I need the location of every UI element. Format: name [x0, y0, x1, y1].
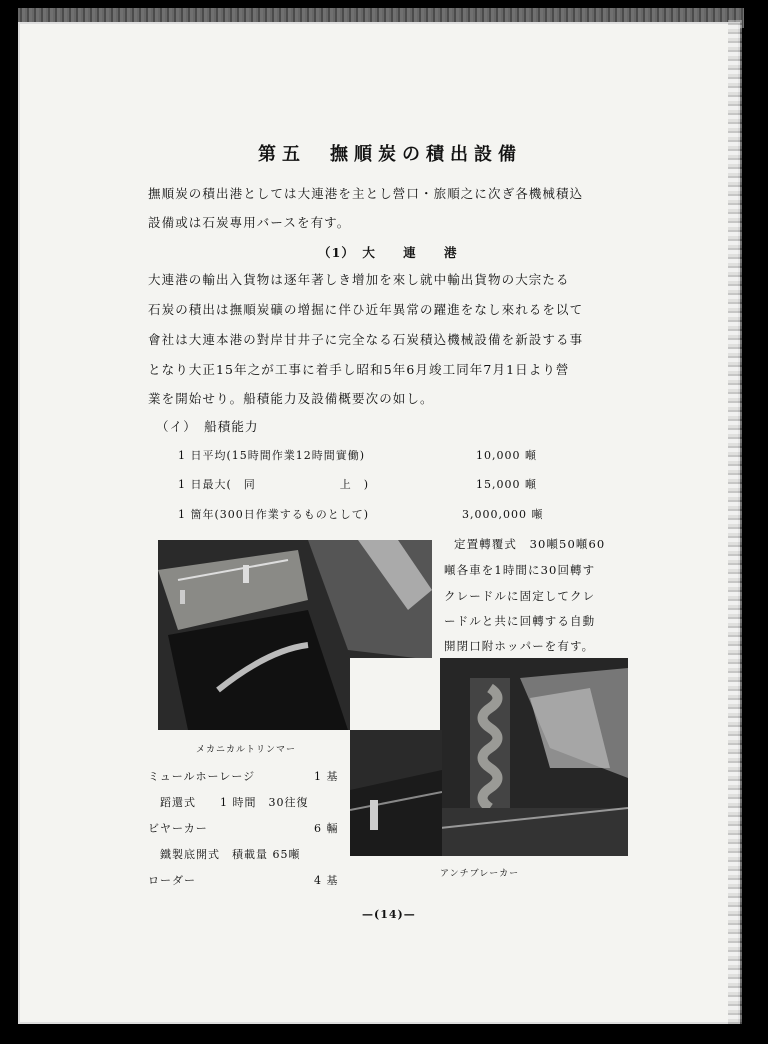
capacity-label-1: 1 日平均(15時間作業12時間實働) — [178, 449, 366, 462]
capacity-value-2: 15,000 噸 — [476, 478, 537, 491]
document-page — [18, 22, 740, 1024]
capacity-label-2: 1 日最大( 同 上 ) — [178, 478, 370, 491]
equipment-label-4: 鐵製底開式 積載量 65噸 — [148, 848, 301, 861]
equipment-label-3: ビヤーカー — [148, 822, 208, 835]
section-heading: （1） 大 連 港 — [318, 245, 458, 260]
side-text-line-5: 開閉口附ホッパーを有す。 — [444, 639, 595, 653]
equipment-value-1: 1 基 — [314, 770, 339, 783]
body-line-2: 石炭の積出は撫順炭礦の增掘に伴ひ近年異常の躍進をなし來れるを以て — [148, 302, 584, 317]
photo1-caption: メカニカルトリンマー — [196, 745, 297, 755]
photo2-caption: アンチブレーカー — [440, 869, 520, 879]
equipment-value-5: 4 基 — [314, 874, 339, 887]
intro-line-1: 撫順炭の積出港としては大連港を主とし營口・旅順之に次ぎ各機械積込 — [148, 186, 584, 201]
body-line-1: 大連港の輸出入貨物は逐年著しき增加を來し就中輸出貨物の大宗たる — [148, 272, 570, 287]
equipment-value-3: 6 輛 — [314, 822, 339, 835]
body-line-5: 業を開始せり。船積能力及設備概要次の如し。 — [148, 391, 434, 406]
equipment-label-5: ローダー — [148, 874, 196, 887]
capacity-value-3: 3,000,000 噸 — [462, 508, 544, 521]
capacity-value-1: 10,000 噸 — [476, 449, 537, 462]
side-text-line-2: 噸各車を1時間に30回轉す — [444, 563, 596, 577]
equipment-label-1: ミュールホーレージ — [148, 770, 256, 783]
body-line-4: となり大正15年之が工事に着手し昭和5年6月竣工同年7月1日より營 — [148, 362, 570, 377]
capacity-label-3: 1 箇年(300日作業するものとして) — [178, 508, 370, 521]
page-title: 第五 撫順炭の積出設備 — [258, 144, 522, 165]
side-text-line-3: クレードルに固定してクレ — [444, 589, 596, 603]
intro-line-2: 設備或は石炭專用バースを有す。 — [148, 215, 351, 230]
photo-overlap-gap — [350, 658, 440, 730]
page-edge-right — [728, 20, 742, 1024]
page-number: —(14)— — [362, 908, 416, 921]
side-text-line-1: 定置轉覆式 30噸50噸60 — [454, 537, 606, 551]
photo-anti-breaker-left — [350, 730, 442, 856]
side-text-line-4: ードルと共に回轉する自動 — [444, 614, 596, 628]
photo-anti-breaker — [440, 658, 628, 856]
equipment-label-2: 蹈還式 1 時間 30往復 — [148, 796, 309, 809]
body-line-3: 會社は大連本港の對岸甘井子に完全なる石炭積込機械設備を新設する事 — [148, 332, 584, 347]
subheading: （イ） 船積能力 — [156, 419, 259, 434]
